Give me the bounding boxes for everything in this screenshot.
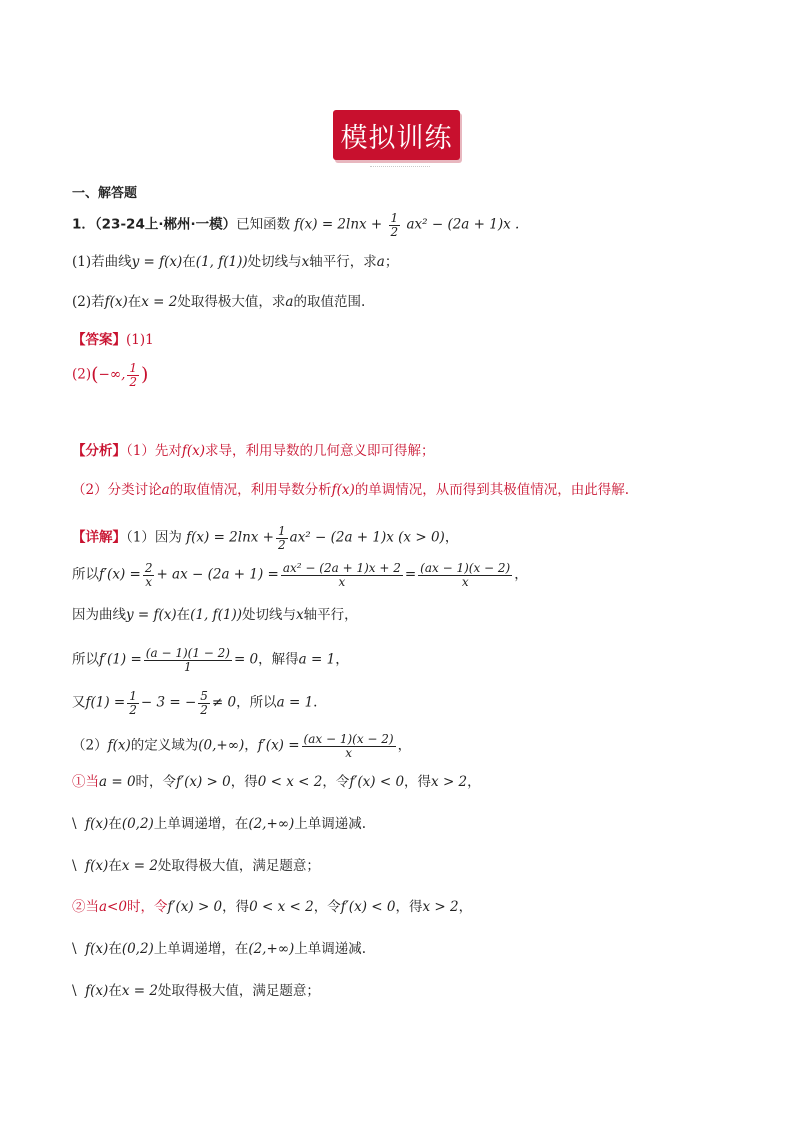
math: a<0 [99,899,127,915]
math: = 0 [233,651,259,668]
text: 当 [85,899,99,915]
text: (1)若曲线 [72,254,132,270]
text: (2)若 [72,294,105,310]
fraction [418,562,512,588]
math: a [285,294,294,310]
text: 在 [127,294,142,310]
math: (1, f(1)) [195,254,248,270]
math: f(x) [85,941,109,957]
math: a = 1 [276,694,314,711]
analysis-label: 【分析】 [72,443,126,459]
text: ， [397,737,412,754]
math: x [296,607,304,623]
text: 因为曲线 [72,607,126,623]
problem-statement [72,212,519,238]
math: f′(x) < 0 [340,899,396,915]
text: 在 [108,816,122,832]
text: 的取值范围. [293,294,366,310]
fraction-denominator: 2 [390,224,399,239]
fraction-numerator: 1 [129,689,137,703]
text: 在 [108,941,122,957]
section-banner [333,110,460,160]
fraction-denominator: 2 [278,537,286,552]
fraction-numerator: 1 [129,361,138,375]
fraction [143,562,155,588]
fraction-numerator: 1 [390,211,399,225]
math: f(x) [104,294,128,310]
text: . [313,694,318,711]
text: ， [335,651,349,668]
fraction [127,690,139,716]
text: ， [467,774,481,790]
problem-number: 1． [72,216,95,233]
banner-title: 模拟训练 [340,122,453,154]
fraction-denominator: x [145,574,153,589]
math: x > 2 [431,774,468,790]
text: 处切线与 [242,607,296,623]
detail-line-9 [72,860,320,874]
math: a [376,254,385,270]
fraction-denominator: x [461,574,469,589]
text: 在 [108,983,122,999]
text: （2）分类讨论 [72,482,162,498]
text: 的单调情况，从而得到其极值情况，由此得解. [354,482,630,498]
math: y = f(x) [126,607,177,623]
detail-line-11 [72,943,366,957]
math: f(1) = [85,694,126,711]
text: ，所以 [236,694,277,711]
answer-label: 【答案】 [72,332,126,348]
text: 上单调递减. [294,941,367,957]
math: (2,+∞) [248,816,295,832]
text: 所以 [72,566,99,583]
text: 轴平行， [303,607,358,623]
problem-source: （23-24上·郴州·一模） [94,216,237,233]
fraction [198,690,210,716]
text: （2） [72,737,108,754]
text: （1）先对 [126,443,182,459]
text: ，得 [222,899,250,915]
detail-line-7 [72,776,481,790]
math: f(x) [85,983,109,999]
text: ，得 [230,774,258,790]
math: f(x) [331,482,355,498]
math: f(x) [107,737,131,754]
math: ax² − (2a + 1)x (x > 0) [289,529,445,546]
fraction-numerator: (ax − 1)(x − 2) [303,732,394,746]
analysis-line-1 [72,445,435,459]
text: 处取得极大值，满足题意； [157,983,320,999]
math: f′(x) > 0 [176,774,231,790]
math: (2,+∞) [248,941,295,957]
text: 时，令 [135,774,177,790]
text: 又 [72,694,86,711]
fraction-numerator: (a − 1)(1 − 2) [145,646,230,660]
math: f′(x) > 0 [167,899,223,915]
text: ， [514,566,528,583]
analysis-line-2 [72,484,629,498]
math: 0 < x < 2 [249,899,314,915]
fraction [302,733,396,759]
fraction-denominator: 1 [184,659,192,674]
math: f′(x) = [257,737,300,754]
text: 所以 [72,651,99,668]
math: x = 2 [121,858,158,874]
math: (1, f(1)) [190,607,242,623]
problem-part2 [72,296,365,310]
text: ， [244,737,258,754]
math: x [301,254,310,270]
detail-line-1 [72,525,458,551]
detail-line-3 [72,609,358,623]
math: f(x) [85,816,109,832]
text: ， [444,529,459,546]
math: (0,2) [121,941,154,957]
problem-formula-rhs: ax² − (2a + 1)x . [406,216,520,233]
math: x = 2 [121,983,158,999]
math: f(x) = 2lnx + [186,529,274,546]
math: −∞, [98,366,126,383]
answer-prefix: (2) [72,366,92,383]
math: (0,+∞) [198,737,245,754]
fraction-denominator: 2 [129,374,138,389]
math: f(x) [181,443,205,459]
text: 当 [85,774,99,790]
case-marker: ② [72,899,86,915]
text: ，解得 [258,651,299,668]
problem-part1 [72,256,398,270]
section-heading: 一、解答题 [72,186,138,201]
text: ； [384,254,399,270]
fraction-denominator: 2 [129,702,137,717]
math: a = 1 [298,651,336,668]
fraction-numerator: 1 [278,524,286,538]
detail-line-4 [72,647,349,673]
text: \ [72,858,77,874]
math: f′(1) = [99,651,142,668]
problem-fraction [389,212,401,238]
fraction [281,562,403,588]
math: f′(x) = [99,566,141,583]
text: ，得 [395,899,423,915]
text: ，令 [313,899,341,915]
banner-decoration [370,166,430,170]
fraction-numerator: ax² − (2a + 1)x + 2 [282,561,401,575]
text: 上单调递减. [294,816,367,832]
text: 处取得极大值，求 [177,294,286,310]
math: f′(x) < 0 [349,774,405,790]
fraction-numerator: 2 [144,561,153,575]
paren-right: ) [141,363,149,386]
detail-line-6 [72,733,411,759]
fraction-denominator: x [345,745,352,760]
text: ，令 [322,774,350,790]
math: f(x) [85,858,109,874]
detail-line-10 [72,901,472,915]
detail-line-5 [72,690,317,716]
text: （1）因为 [126,529,182,546]
math: x > 2 [422,899,459,915]
math: − 3 = − [140,694,197,711]
math: = [404,566,417,583]
text: 处切线与 [247,254,302,270]
detail-line-12 [72,985,320,999]
math: + ax − (2a + 1) = [156,566,279,583]
fraction [276,525,288,551]
text: ， [458,899,473,915]
fraction-numerator: (ax − 1)(x − 2) [420,561,511,575]
text: \ [72,983,77,999]
fraction [144,647,232,673]
math: 0 < x < 2 [257,774,323,790]
math: a [161,482,170,498]
math: a = 0 [99,774,136,790]
text: 在 [176,607,191,623]
text: 上单调递增，在 [153,816,249,832]
text: 在 [108,858,122,874]
answer-part2 [72,362,148,388]
text: \ [72,816,77,832]
math: x = 2 [141,294,178,310]
text: 处取得极大值，满足题意； [157,858,320,874]
answer-fraction [127,362,139,388]
detail-label: 【详解】 [72,529,126,546]
problem-intro: 已知函数 [236,216,291,233]
problem-formula-lhs: f(x) = 2lnx + [294,216,383,233]
detail-line-2 [72,562,528,588]
answer-value-1: (1)1 [126,332,154,348]
math: y = f(x) [131,254,183,270]
detail-line-8 [72,818,366,832]
text: 轴平行，求 [309,254,377,270]
text: 求导，利用导数的几何意义即可得解； [205,443,435,459]
math: (0,2) [121,816,154,832]
text: 上单调递增，在 [153,941,249,957]
text: 在 [182,254,196,270]
text: 时，令 [126,899,168,915]
answer-part1 [72,334,154,348]
fraction-denominator: 2 [200,702,208,717]
math: ≠ 0 [211,694,237,711]
fraction-denominator: x [338,574,346,589]
text: 的取值情况，利用导数分析 [169,482,332,498]
paren-left: ( [91,363,99,386]
text: ，得 [404,774,432,790]
case-marker: ① [72,774,86,790]
text: \ [72,941,77,957]
text: 的定义域为 [130,737,199,754]
fraction-numerator: 5 [200,689,208,703]
